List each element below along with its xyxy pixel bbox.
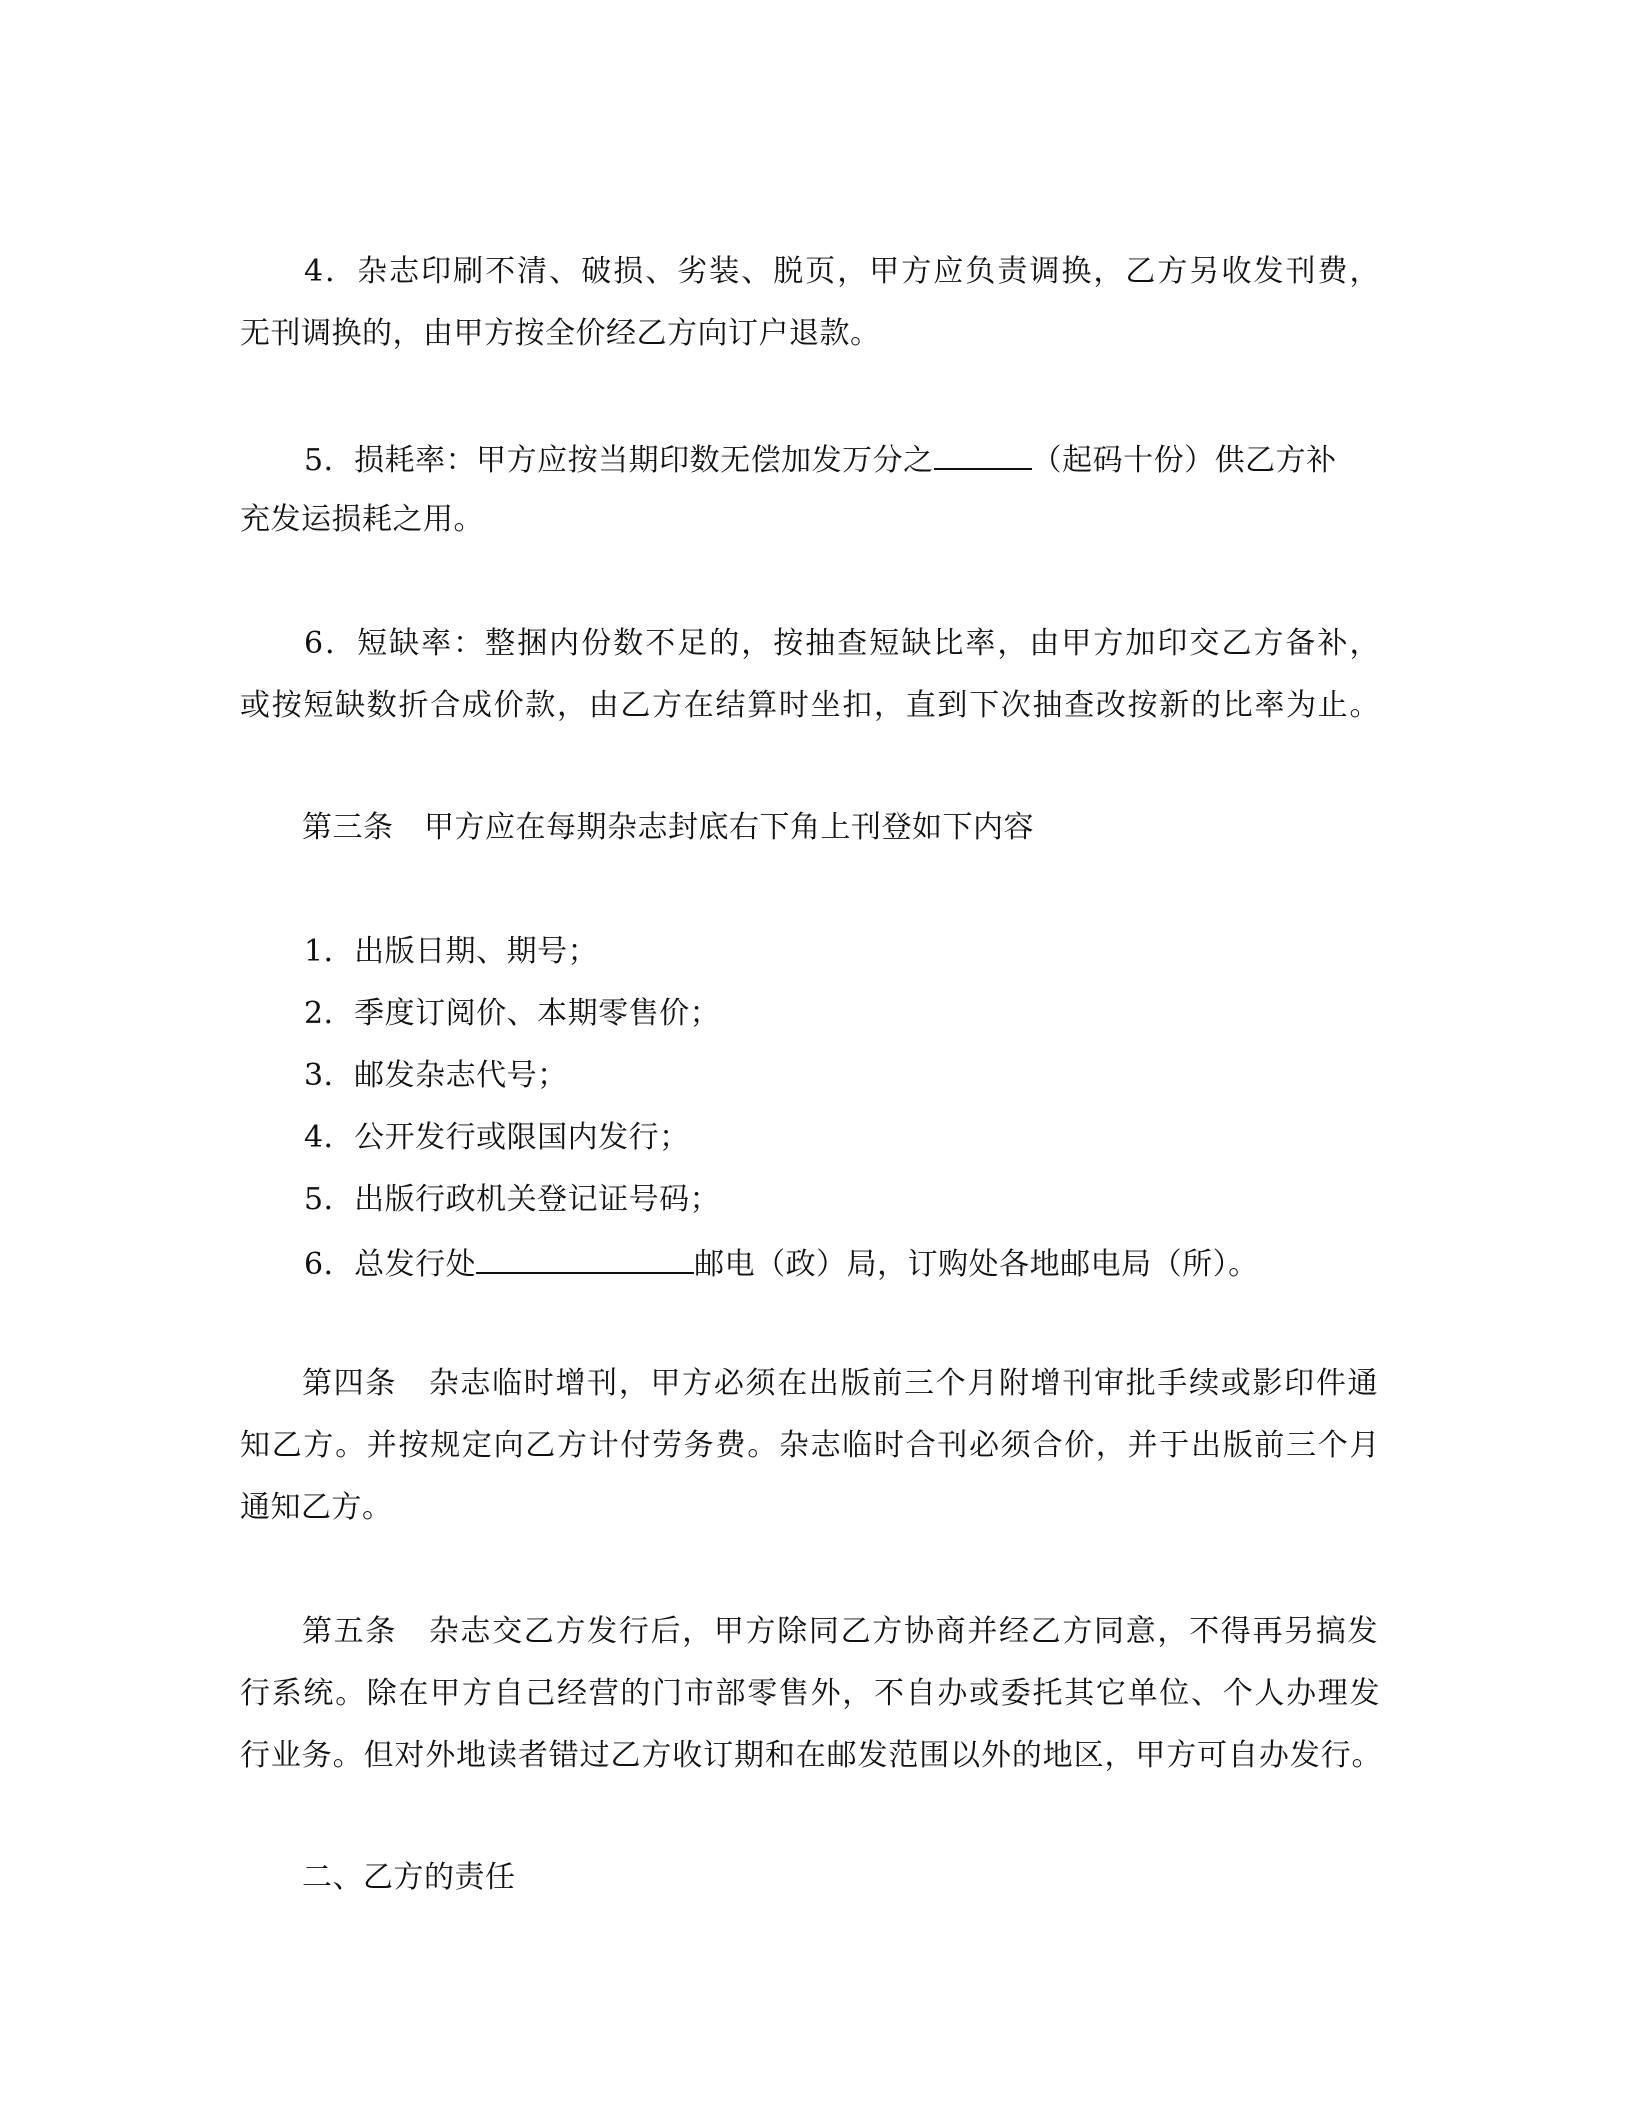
item4-line2: 无刊调换的，由甲方按全价经乙方向订户退款。 [240, 316, 881, 351]
item6-line2: 或按短缺数折合成价款，由乙方在结算时坐扣，直到下次抽查改按新的比率为止。 [240, 688, 1380, 723]
article3-heading: 第三条 甲方应在每期杂志封底右下角上刊登如下内容 [302, 810, 1034, 845]
item5-line2: 充发运损耗之用。 [240, 502, 484, 537]
item6-line1: 6．短缺率：整捆内份数不足的，按抽查短缺比率，由甲方加印交乙方备补， [304, 626, 1380, 661]
item5-text-after: （起码十份）供乙方补 [1031, 443, 1337, 478]
article4-line1: 第四条 杂志临时增刊，甲方必须在出版前三个月附增刊审批手续或影印件通 [302, 1366, 1378, 1401]
article5-line3: 行业务。但对外地读者错过乙方收订期和在邮发范围以外的地区，甲方可自办发行。 [240, 1738, 1382, 1773]
article5-line2: 行系统。除在甲方自己经营的门市部零售外，不自办或委托其它单位、个人办理发 [240, 1676, 1380, 1711]
article4-line2: 知乙方。并按规定向乙方计付劳务费。杂志临时合刊必须合价，并于出版前三个月 [240, 1428, 1380, 1463]
section2-heading: 二、乙方的责任 [302, 1860, 516, 1895]
blank-line [934, 438, 1032, 470]
article3-list-item [304, 1242, 1464, 1282]
article4-line3: 通知乙方。 [240, 1490, 393, 1525]
item4-line1: 4．杂志印刷不清、破损、劣装、脱页，甲方应负责调换，乙方另收发刊费， [304, 254, 1380, 289]
article3-item6-before: 6．总发行处 [304, 1247, 477, 1282]
article3-list-item: 5．出版行政机关登记证号码； [304, 1182, 721, 1217]
item5-text-before: 5．损耗率：甲方应按当期印数无偿加发万分之 [304, 443, 934, 478]
article3-list-item: 1．出版日期、期号； [304, 934, 599, 969]
article3-item6-after: 邮电（政）局，订购处各地邮电局（所）。 [694, 1247, 1259, 1282]
article3-list-item: 3．邮发杂志代号； [304, 1058, 568, 1093]
article3-list-item: 2．季度订阅价、本期零售价； [304, 996, 721, 1031]
item5-line1 [304, 438, 1464, 478]
article3-list-item: 4．公开发行或限国内发行； [304, 1120, 690, 1155]
blank-line [476, 1242, 694, 1274]
article5-line1: 第五条 杂志交乙方发行后，甲方除同乙方协商并经乙方同意，不得再另搞发 [302, 1614, 1378, 1649]
